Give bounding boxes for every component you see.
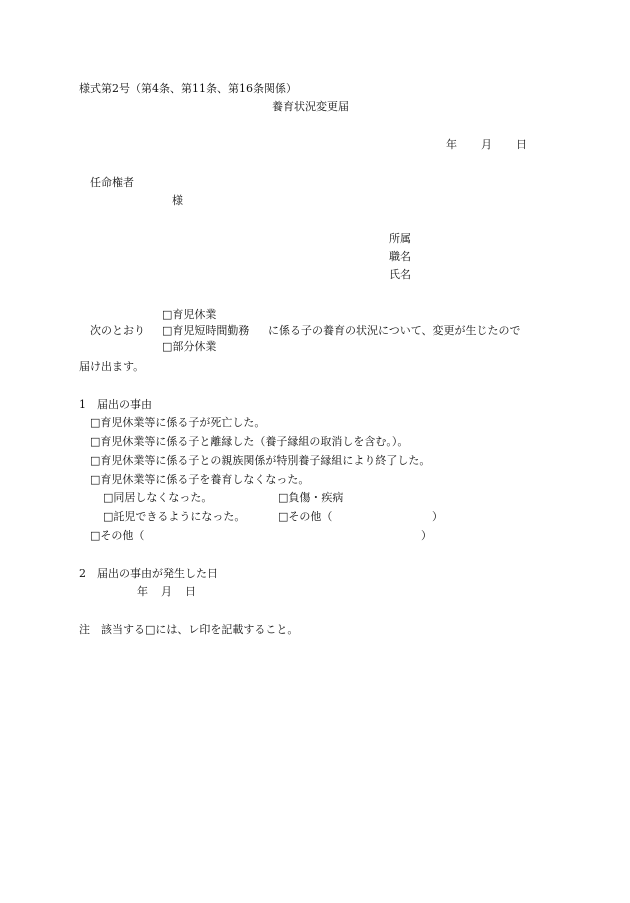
section1-heading: 1 届出の事由: [79, 398, 152, 411]
occurrence-day-label: 日: [185, 585, 196, 598]
occurrence-month-label: 月: [161, 585, 172, 598]
sub-item-childcare-available: □託児できるようになった。: [103, 510, 246, 523]
statement-closing: 届け出ます。: [79, 360, 145, 373]
affiliation-label: 所属: [389, 232, 411, 245]
reason-other: □その他（: [90, 529, 145, 542]
addressee-honorific: 様: [172, 194, 183, 207]
document-title: 養育状況変更届: [272, 100, 349, 113]
statement-option-childcare-leave: □育児休業: [162, 308, 217, 321]
reason-item-special-adoption: □育児休業等に係る子との親族関係が特別養子縁組により終了した。: [90, 454, 431, 467]
reason-item-no-longer-raising: □育児休業等に係る子を養育しなくなった。: [90, 473, 310, 486]
footnote: 注 該当する□には、レ印を記載すること。: [79, 623, 299, 636]
addressee-label: 任命権者: [90, 176, 134, 189]
statement-suffix: に係る子の養育の状況について、変更が生じたので: [268, 324, 521, 337]
reason-item-adoption-dissolved: □育児休業等に係る子と離縁した（養子縁組の取消しを含む。）。: [90, 435, 409, 448]
date-year-label: 年: [446, 138, 457, 151]
sub-item-other-close: ）: [432, 510, 443, 523]
statement-option-partial-leave: □部分休業: [162, 340, 217, 353]
sub-item-not-cohabiting: □同居しなくなった。: [103, 491, 213, 504]
form-number: 様式第2号（第4条、第11条、第16条関係）: [79, 82, 297, 95]
sub-item-other: □その他（: [278, 510, 333, 523]
position-label: 職名: [389, 250, 411, 263]
sub-item-injury-illness: □負傷・疾病: [278, 491, 344, 504]
reason-other-close: ）: [421, 529, 432, 542]
date-month-label: 月: [481, 138, 492, 151]
occurrence-year-label: 年: [137, 585, 148, 598]
section2-heading: 2 届出の事由が発生した日: [79, 567, 218, 580]
statement-prefix: 次のとおり: [90, 324, 145, 337]
date-day-label: 日: [516, 138, 527, 151]
statement-option-short-hours: □育児短時間勤務: [162, 324, 250, 337]
reason-item-death: □育児休業等に係る子が死亡した。: [90, 416, 266, 429]
name-label: 氏名: [389, 268, 411, 281]
